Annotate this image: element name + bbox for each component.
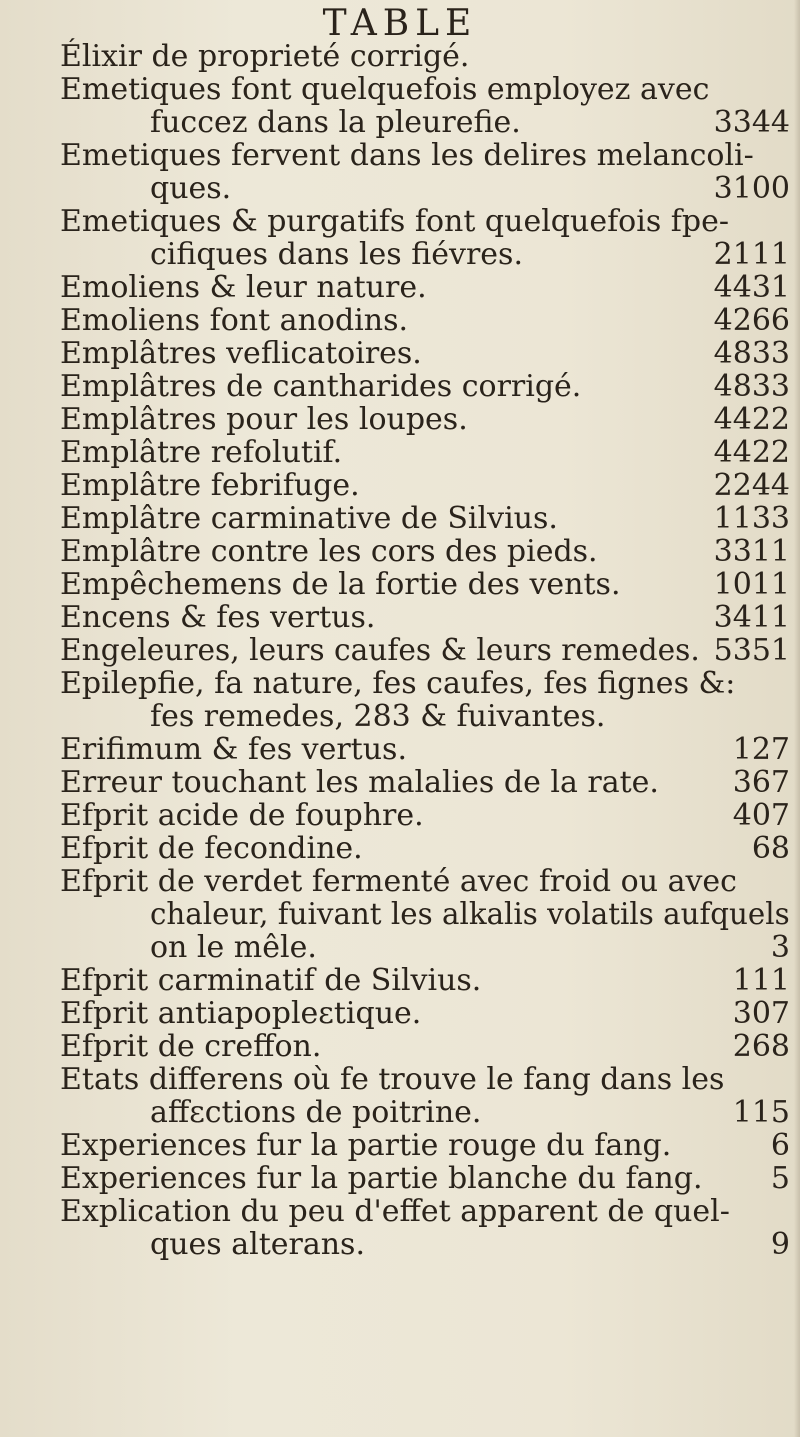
page-edge (794, 0, 800, 1437)
entry-text: fuccez dans la pleurefie. (150, 105, 521, 140)
index-entry (60, 1195, 790, 1228)
entry-page-number: 407 (732, 798, 790, 833)
entry-text: Erreur touchant les malalies de la rate. (60, 765, 659, 800)
entry-text: Efprit carminatif de Silvius. (60, 963, 482, 998)
entry-text: Experiences fur la partie rouge du fang. (60, 1128, 672, 1163)
entry-page-number: 3344 (713, 105, 790, 140)
entry-page-number: 4266 (713, 303, 790, 338)
entry-text: ques alterans. (150, 1227, 365, 1262)
entry-text: Emplâtre carminative de Silvius. (60, 501, 558, 536)
entry-text: affɛctions de poitrine. (150, 1095, 482, 1130)
entry-text: Emetiques fervent dans les delires melancoli- (60, 138, 754, 173)
index-list (60, 40, 790, 1261)
index-entry (60, 733, 790, 766)
index-entry (60, 865, 790, 898)
index-entry (60, 634, 790, 667)
entry-page-number: 5351 (713, 633, 790, 668)
index-entry (60, 469, 790, 502)
entry-text: Epilepfie, fa nature, fes caufes, fes fignes &: (60, 666, 736, 701)
entry-page-number: 4431 (713, 270, 790, 305)
entry-page-number: 3 (770, 930, 790, 965)
index-entry (60, 931, 790, 964)
entry-text: Erifimum & fes vertus. (60, 732, 407, 767)
entry-page-number: 367 (732, 765, 790, 800)
index-entry (60, 337, 790, 370)
index-entry (60, 1063, 790, 1096)
index-entry (60, 370, 790, 403)
entry-page-number: 127 (732, 732, 790, 767)
entry-text: fes remedes, 283 & fuivantes. (150, 699, 606, 734)
index-entry (60, 964, 790, 997)
index-entry (60, 436, 790, 469)
entry-text: Emplâtre refolutif. (60, 435, 343, 470)
entry-text: Emetiques font quelquefois employez avec (60, 72, 710, 107)
entry-text: Experiences fur la partie blanche du fang. (60, 1161, 703, 1196)
index-entry (60, 997, 790, 1030)
index-entry (60, 139, 790, 172)
index-entry (60, 535, 790, 568)
index-entry (60, 172, 790, 205)
index-entry (60, 1228, 790, 1261)
entry-text: Emplâtre contre les cors des pieds. (60, 534, 598, 569)
entry-text: Empêchemens de la fortie des vents. (60, 567, 621, 602)
entry-text: Efprit acide de fouphre. (60, 798, 424, 833)
entry-page-number: 3311 (713, 534, 790, 569)
entry-page-number: 3100 (713, 171, 790, 206)
entry-page-number: 4833 (713, 369, 790, 404)
entry-page-number: 115 (732, 1095, 790, 1130)
index-entry (60, 304, 790, 337)
index-entry (60, 205, 790, 238)
index-entry (60, 271, 790, 304)
index-entry (60, 106, 790, 139)
entry-text: Engeleures, leurs caufes & leurs remedes. (60, 633, 700, 668)
index-entry (60, 1030, 790, 1063)
entry-text: Efprit antiapopleɛtique. (60, 996, 422, 1031)
index-entry (60, 766, 790, 799)
entry-text: Emoliens font anodins. (60, 303, 409, 338)
entry-text: Emplâtres de cantharides corrigé. (60, 369, 582, 404)
index-entry (60, 238, 790, 271)
entry-text: Etats differens où fe trouve le fang dans les (60, 1062, 725, 1097)
index-entry (60, 601, 790, 634)
entry-text: Emetiques & purgatifs font quelquefois fpe- (60, 204, 729, 239)
entry-page-number: 307 (732, 996, 790, 1031)
index-entry (60, 667, 790, 700)
entry-page-number: 268 (732, 1029, 790, 1064)
index-entry (60, 1129, 790, 1162)
entry-text: Efprit de creffon. (60, 1029, 322, 1064)
entry-text: Efprit de fecondine. (60, 831, 363, 866)
entry-text: cifiques dans les fiévres. (150, 237, 523, 272)
entry-page-number: 1011 (713, 567, 790, 602)
entry-text: Efprit de verdet fermenté avec froid ou avec (60, 864, 737, 899)
entry-page-number: 2244 (713, 468, 790, 503)
index-entry (60, 40, 790, 73)
entry-page-number: 9 (770, 1227, 790, 1262)
entry-page-number: 1133 (713, 501, 790, 536)
entry-page-number: 3411 (713, 600, 790, 635)
index-entry (60, 799, 790, 832)
entry-text: Emplâtres veflicatoires. (60, 336, 422, 371)
entry-text: Élixir de proprieté corrigé. (60, 39, 470, 74)
index-entry (60, 403, 790, 436)
entry-page-number: 5 (770, 1161, 790, 1196)
entry-page-number: 2111 (713, 237, 790, 272)
entry-text: Emplâtre febrifuge. (60, 468, 360, 503)
entry-page-number: 6 (770, 1128, 790, 1163)
entry-text: Encens & fes vertus. (60, 600, 376, 635)
entry-page-number: 4833 (713, 336, 790, 371)
entry-page-number: 4422 (713, 402, 790, 437)
index-entry (60, 502, 790, 535)
index-entry (60, 832, 790, 865)
index-entry (60, 568, 790, 601)
entry-text: Explication du peu d'effet apparent de quel- (60, 1194, 730, 1229)
entry-text: on le mêle. (150, 930, 317, 965)
index-entry (60, 1162, 790, 1195)
page-title: TABLE (322, 3, 478, 44)
entry-text: chaleur, fuivant les alkalis volatils aufquels (150, 897, 790, 932)
entry-text: Emplâtres pour les loupes. (60, 402, 468, 437)
entry-page-number: 68 (751, 831, 790, 866)
entry-text: Emoliens & leur nature. (60, 270, 427, 305)
entry-text: ques. (150, 171, 232, 206)
entry-page-number: 111 (732, 963, 790, 998)
entry-page-number: 4422 (713, 435, 790, 470)
index-entry (60, 700, 790, 733)
index-entry (60, 73, 790, 106)
index-entry (60, 1096, 790, 1129)
index-entry (60, 898, 790, 931)
